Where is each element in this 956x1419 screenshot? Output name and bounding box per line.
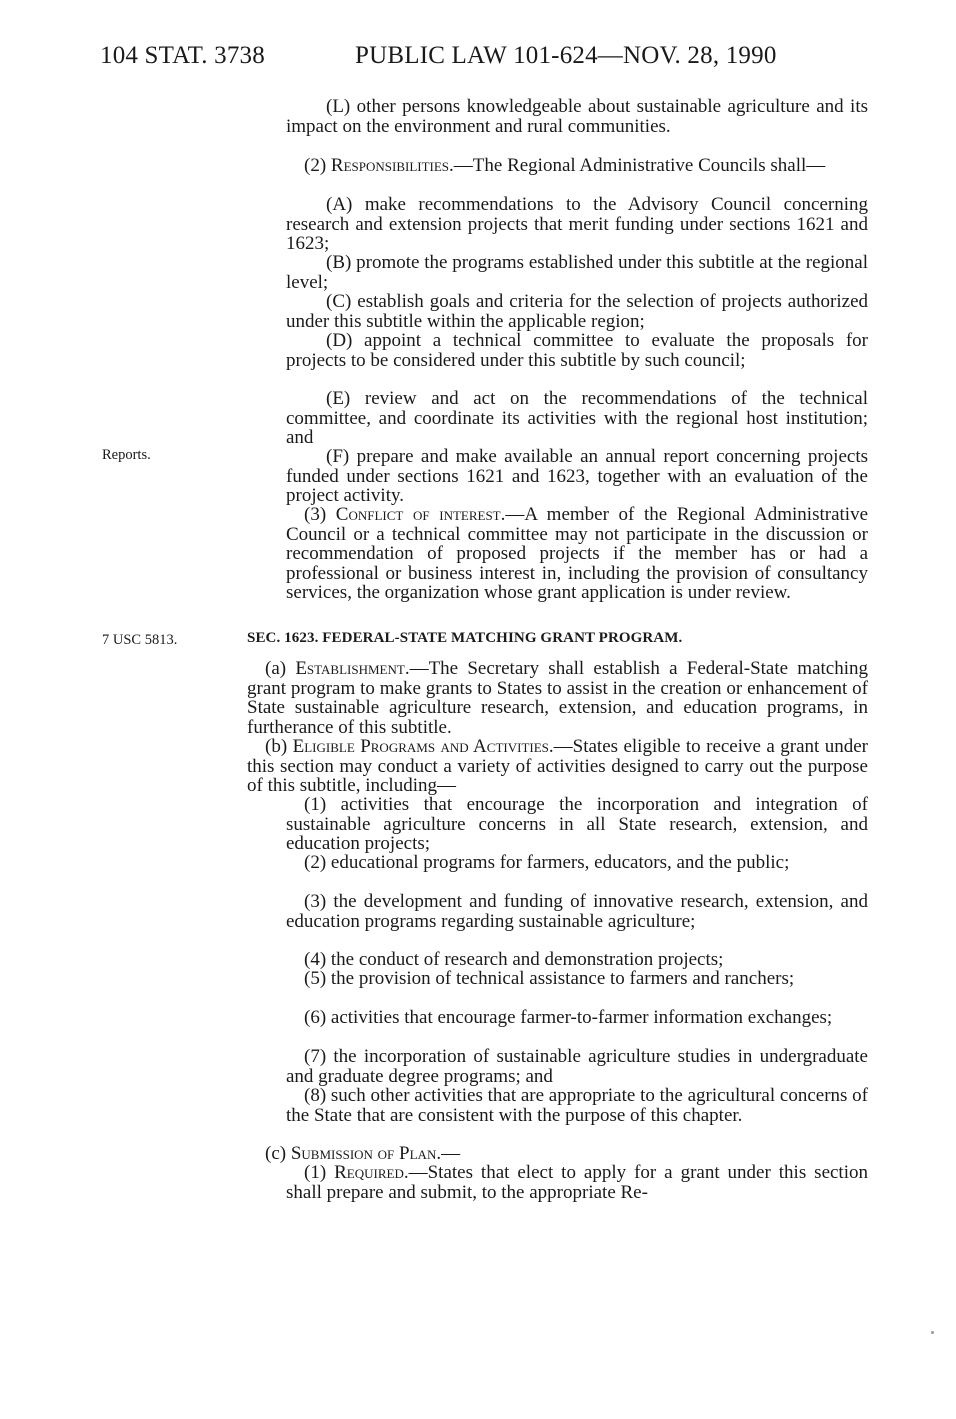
activity-item-5: (5) the provision of technical assistance to farmers and ranchers; (304, 968, 795, 989)
paragraph-L: (L) other persons knowledgeable about sustainable agriculture and its impact on the environment and rural communities. (286, 96, 868, 137)
activity-item-6: (6) activities that encourage farmer-to-farmer information exchanges; (304, 1007, 833, 1028)
subparagraph-D: (D) appoint a technical committee to evaluate the proposals for projects to be considered under this subtitle by such council; (286, 330, 868, 371)
subparagraph-E: (E) review and act on the recommendations of the technical committee, and coordinate its activities with the regional host institution; and (286, 388, 868, 449)
subsection-a-number: (a) (265, 658, 296, 679)
subparagraph-F: (F) prepare and make available an annual report concerning projects funded under sections 1621 and 1623, together with an evaluation of the project activity. (286, 446, 868, 507)
paragraph-3-text: .—A member of the Regional Administrative Council or a technical committee may not participate in the discussion or recommendation of proposed projects if the member has or had a professional or business interest in, including the provision of consultancy services, the organization whose grant application is under review. (286, 504, 869, 604)
paragraph-3-number: (3) (304, 504, 336, 525)
margin-note-reports: Reports. (102, 447, 151, 463)
subsection-a-establishment (247, 659, 868, 737)
paragraph-c1-heading: Required (334, 1162, 404, 1183)
margin-note-usc: 7 USC 5813. (102, 632, 178, 648)
subsection-a-heading: Establishment (295, 658, 405, 679)
subparagraph-C: (C) establish goals and criteria for the selection of projects authorized under this subtitle within the applicable region; (286, 291, 868, 332)
section-1623-heading: SEC. 1623. FEDERAL-STATE MATCHING GRANT PROGRAM. (247, 630, 683, 646)
activity-item-7: (7) the incorporation of sustainable agriculture studies in undergraduate and graduate degree programs; and (286, 1046, 868, 1087)
subsection-b-text: .—States eligible to receive a grant under this section may conduct a variety of activities designed to carry out the purpose of this subtitle, including— (247, 736, 869, 797)
paragraph-3-heading: Conflict of interest (335, 504, 501, 525)
scan-speck (931, 1331, 934, 1334)
paragraph-2-heading: Responsibilities (330, 155, 450, 176)
paragraph-2-number: (2) (304, 155, 331, 176)
activity-item-8: (8) such other activities that are appropriate to the agricultural concerns of the State that are consistent with the purpose of this chapter. (286, 1085, 868, 1126)
subsection-b-number: (b) (265, 736, 293, 757)
subparagraph-A: (A) make recommendations to the Advisory Council concerning research and extension projects that merit funding under sections 1621 and 1623; (286, 194, 868, 255)
page-stat-number: 104 STAT. 3738 (100, 42, 265, 69)
paragraph-c1-number: (1) (304, 1162, 335, 1183)
subsection-c-heading: Submission of Plan (290, 1143, 437, 1164)
paragraph-2-text: .—The Regional Administrative Councils shall— (449, 155, 826, 176)
activity-item-1: (1) activities that encourage the incorporation and integration of sustainable agriculture concerns in all State research, extension, and education projects; (286, 794, 868, 855)
activity-item-3: (3) the development and funding of innovative research, extension, and education programs regarding sustainable agriculture; (286, 891, 868, 932)
subsection-b-eligible-programs (247, 737, 868, 796)
paragraph-2-responsibilities (286, 156, 868, 176)
subsection-c-number: (c) (265, 1143, 291, 1164)
paragraph-3-conflict-of-interest (286, 505, 868, 603)
subsection-b-heading: Eligible Programs and Activities (292, 736, 549, 757)
activity-item-2: (2) educational programs for farmers, educators, and the public; (304, 852, 790, 873)
paragraph-c1-required (286, 1163, 868, 1202)
subsection-c-submission-of-plan (247, 1144, 868, 1164)
running-header-title: PUBLIC LAW 101-624—NOV. 28, 1990 (355, 42, 777, 69)
subsection-a-text: .—The Secretary shall establish a Federal-State matching grant program to make grants to States to assist in the creation or enhancement of State sustainable agriculture research, extension, and education programs, in furtherance of this subtitle. (247, 658, 868, 738)
subsection-c-text: .— (436, 1143, 461, 1164)
activity-item-4: (4) the conduct of research and demonstration projects; (304, 949, 724, 970)
subparagraph-B: (B) promote the programs established under this subtitle at the regional level; (286, 252, 868, 293)
paragraph-c1-text: .—States that elect to apply for a grant under this section shall prepare and submit, to the appropriate Re- (286, 1162, 868, 1203)
